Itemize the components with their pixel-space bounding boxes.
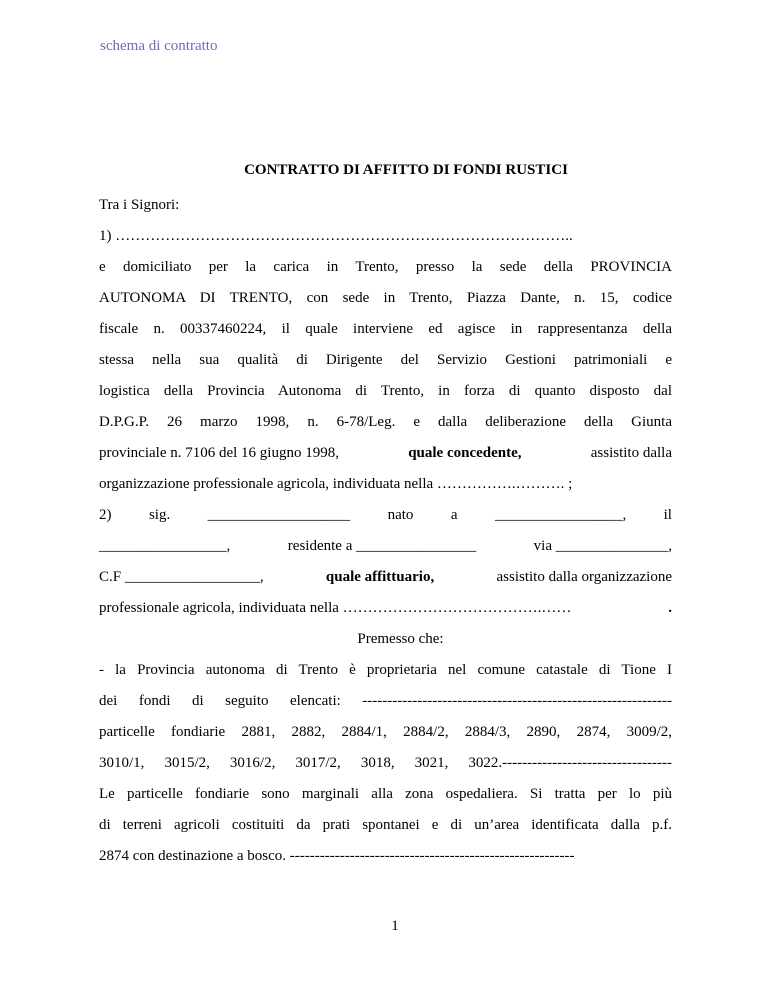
premise-line-3: particelle fondiarie 2881, 2882, 2884/1, 2884/2, 2884/3, 2890, 2874, 3009/2,: [99, 724, 672, 740]
party2-number: 2): [99, 507, 112, 523]
premise-line-1: - la Provincia autonoma di Trento è proprietaria nel comune catastale di Tione I: [99, 662, 672, 678]
party1-line-8-post: assistito dalla: [590, 445, 672, 461]
party1-line-6: logistica della Provincia Autonoma di Trento, in forza di quanto disposto dal: [99, 383, 672, 399]
document-title: CONTRATTO DI AFFITTO DI FONDI RUSTICI: [244, 162, 568, 178]
premise-heading: Premesso che:: [357, 631, 444, 647]
party2-cf: C.F __________________,: [99, 569, 264, 585]
party2-row-4-text: professionale agricola, individuata nella ………………………………….……: [99, 600, 572, 616]
party1-line-8: [99, 438, 672, 469]
party2-row-3: [99, 562, 672, 593]
party2-birthdate-blank: _________________,: [99, 538, 231, 554]
premise-line-4: 3010/1, 3015/2, 3016/2, 3017/2, 3018, 3021, 3022.----------------------------------: [99, 755, 672, 771]
page-number: 1: [391, 918, 399, 934]
party2-nato: nato: [387, 507, 414, 523]
party2-il: il: [663, 507, 672, 523]
party2-birthplace-blank: _________________,: [494, 507, 627, 523]
party2-row-3-post: assistito dalla organizzazione: [496, 569, 672, 585]
intro-line: Tra i Signori:: [99, 197, 180, 213]
party1-line-7: D.P.G.P. 26 marzo 1998, n. 6-78/Leg. e dalla deliberazione della Giunta: [99, 414, 672, 430]
role-concedente: quale concedente,: [408, 445, 522, 461]
premise-line-5: Le particelle fondiarie sono marginali alla zona ospedaliera. Si tratta per lo più: [99, 786, 672, 802]
party2-street: via _______________,: [533, 538, 672, 554]
party2-row-1: [99, 500, 672, 531]
party1-line-4: fiscale n. 00337460224, il quale interviene ed agisce in rappresentanza della: [99, 321, 672, 337]
party1-line-5: stessa nella sua qualità di Dirigente del Servizio Gestioni patrimoniali e: [99, 352, 672, 368]
party1-line-8-pre: provinciale n. 7106 del 16 giugno 1998,: [99, 445, 339, 461]
party1-line-1: 1) ………………………………………………………………………………..: [99, 228, 573, 244]
party2-name-blank: ___________________: [207, 507, 351, 523]
party1-line-9: organizzazione professionale agricola, individuata nella …………….………. ;: [99, 476, 573, 492]
party2-sig: sig.: [148, 507, 171, 523]
party2-row-4: [99, 593, 672, 624]
party2-residence: residente a ________________: [287, 538, 477, 554]
document-body: [99, 190, 672, 872]
role-affittuario: quale affittuario,: [325, 569, 435, 585]
party2-a: a: [450, 507, 458, 523]
party1-line-2: e domiciliato per la carica in Trento, presso la sede della PROVINCIA: [99, 259, 672, 275]
party2-row-2: [99, 531, 672, 562]
party1-line-3: AUTONOMA DI TRENTO, con sede in Trento, Piazza Dante, n. 15, codice: [99, 290, 672, 306]
premise-line-7: 2874 con destinazione a bosco. ---------------------------------------------------------: [99, 848, 575, 864]
premise-line-2: dei fondi di seguito elencati: --------------------------------------------------------------: [99, 693, 672, 709]
party2-row-4-end: .: [668, 600, 672, 616]
document-header: schema di contratto: [100, 38, 218, 54]
premise-line-6: di terreni agricoli costituiti da prati spontanei e di un’area identificata dalla p.f.: [99, 817, 672, 833]
